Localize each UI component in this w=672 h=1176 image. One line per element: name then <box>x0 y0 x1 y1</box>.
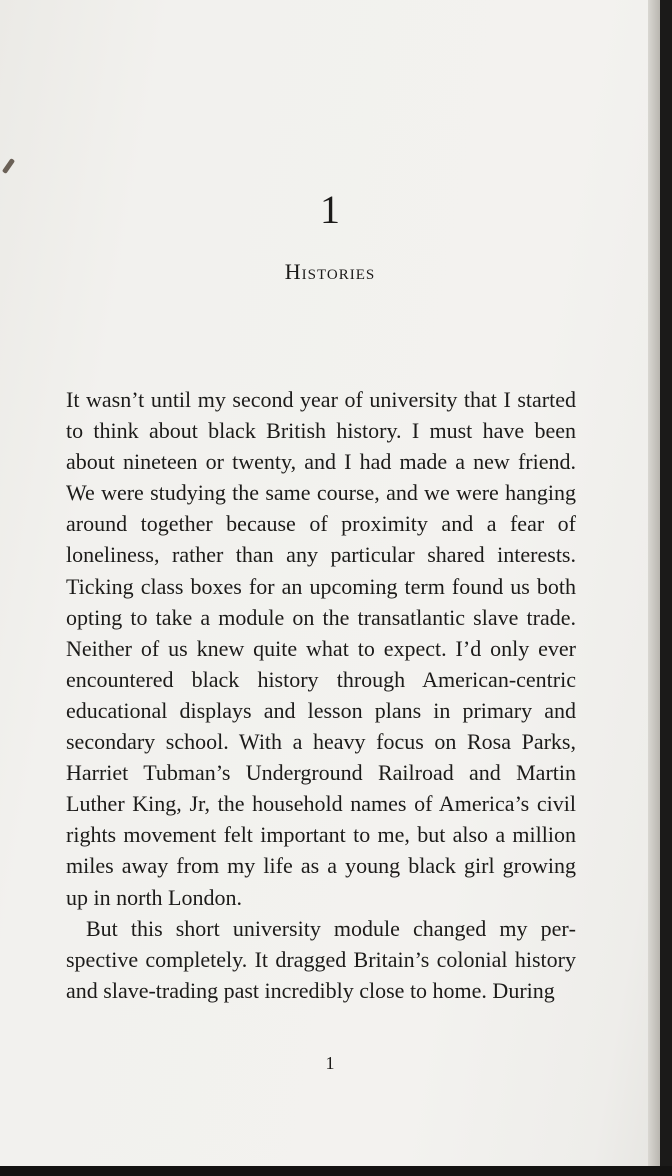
page-number: 1 <box>325 1053 335 1073</box>
paper-speck <box>2 158 15 174</box>
chapter-body <box>66 384 576 1006</box>
chapter-title: Histories <box>284 259 376 284</box>
bottom-edge <box>0 1166 672 1176</box>
chapter-number: 1 <box>320 187 340 232</box>
paragraph-2: But this short university module changed my perspective completely. It dragged Britain’s colonial history and slave-trading past incredibly close to home. During <box>66 915 576 1003</box>
paragraph-1: It wasn’t until my second year of university that I started to think about black British history. I must have been about nineteen or twenty, and I had made a new friend. We were studying the same course, and we were hanging around together because of proximity and a fear of loneliness, rather than any particular shared interests. Ticking class boxes for an upcoming term found us both opting to take a module on the transatlantic slave trade. Neither of us knew quite what to expect. I’d only ever encountered black history through American-centric educational displays and lesson plans in primary and secondary school. With a heavy focus on Rosa Parks, Harriet Tubman’s Underground Railroad and Martin Luther King, Jr, the household names of America’s civil rights movement felt important to me, but also a million miles away from my life as a young black girl growing up in north London. <box>66 387 576 910</box>
page-edge <box>648 0 660 1166</box>
